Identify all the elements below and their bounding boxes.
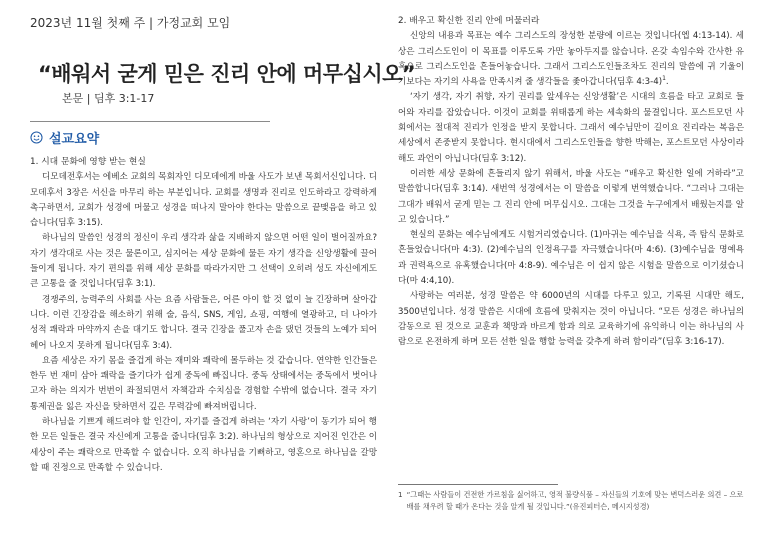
right-paragraph-1: 신앙의 내용과 목표는 예수 그리스도의 장성한 분량에 이르는 것입니다(엡 4:13-14). 세상은 그리스도인이 이 목표를 이루도록 가만 놓아두지를 않습니다. 온갖 속임수와 간사한 유혹으로 그리스도인을 흔들어놓습니다. 그래서 그리스도인들조차도 진리의 말씀에 귀 기울이기보다는 자기의 사욕을 만족시켜 줄 생각들을 좇아갑니다(딤후 4:3-4)$^1$. [398,31,744,88]
sermon-title: “배워서 굳게 믿은 진리 안에 머무십시오” [38,62,416,86]
footnote-number: 1 [398,490,403,499]
left-paragraph-4: 요즘 세상은 자기 몸을 즐겁게 하는 재미와 쾌락에 몰두하는 것 같습니다. 연약한 인간들은 한두 번 재미 삼아 쾌락을 즐기다가 쉽게 중독에 빠집니다. 중독 상태에서는 중독에서 벗어나고자 하는 의지가 번번이 좌절되면서 자책감과 수치심을 경험할 수밖에 없습니다. 결국 자기 통제권을 잃은 자신을 탓하면서 깊은 무력감에 빠져버립니다. [30,355,377,412]
left-column [30,155,377,476]
footnote [398,489,744,512]
right-paragraph-5: 사랑하는 여러분, 성경 말씀은 약 6000년의 시대를 다루고 있고, 기록된 시대만 해도, 3500년입니다. 성경 말씀은 시대에 흐름에 맞춰지는 것이 아닙니다. “모든 성경은 하나님의 감동으로 된 것으로 교훈과 책망과 바르게 함과 의로 교육하기에 유익하니 이는 하나님의 사람으로 온전하게 하며 모든 선한 일을 행할 능력을 갖추게 하려 함이라”(딤후 3:16-17). [398,291,744,348]
point-1-title: 1. 시대 문화에 영향 받는 현실 [30,157,146,167]
section-heading [30,128,99,147]
title-divider [30,121,270,122]
smile-icon [30,131,43,144]
sermon-subtitle: 본문 | 딤후 3:1-17 [62,92,155,105]
right-column [398,14,744,351]
left-paragraph-3: 경쟁주의, 능력주의 사회를 사는 요즘 사람들은, 어른 아이 할 것 없이 늘 긴장하며 살아갑니다. 이런 긴장감을 해소하기 위해 술, 음식, SNS, 게임, 쇼핑, 여행에 열광하고, 더 나아가 성적 쾌락과 마약까지 손을 대기도 합니다. 결국 긴장을 풀고자 손을 댔던 것들의 노예가 되어 헤어 나오지 못하게 됩니다(딤후 3:4). [30,294,377,351]
right-paragraph-2: ‘자기 생각, 자기 취향, 자기 권리를 앞세우는 신앙생활’은 시대의 흐름을 타고 교회로 들어와 자리를 잡았습니다. 이것이 교회를 위태롭게 하는 세속화의 물결입니다. 포스트모던 사회에서는 절대적 진리가 인정을 받지 못합니다. 그래서 예수님만이 길이요 진리라는 복음은 세상에서 존중받지 못합니다. 현시대에서 그리스도인들을 향한 박해는, 포스트모던 사상이라 해도 과언이 아닙니다(딤후 3:12). [398,92,744,164]
page-header: 2023년 11월 첫째 주 | 가정교회 모임 [30,16,231,30]
right-paragraph-3: 이러한 세상 문화에 흔들리지 않기 위해서, 바울 사도는 “배우고 확신한 일에 거하라”고 말씀합니다(딤후 3:14). 새번역 성경에서는 이 말씀을 이렇게 번역했습니다. “그러나 그대는 그대가 배워서 굳게 믿는 그 진리 안에 머무십시오. 그대는 그것을 누구에게서 배웠는지를 알고 있습니다.” [398,168,744,225]
section-label: 설교요약 [49,132,100,147]
footnote-ref: 1 [662,75,666,83]
left-paragraph-1: 디모데전후서는 에베소 교회의 목회자인 디모데에게 바울 사도가 보낸 목회서신입니다. 디모데후서 3장은 서신을 마무리 하는 부분입니다. 교회를 생명과 진리로 인도하라고 강력하게 촉구하면서, 교회가 성경에 머물고 성경을 떠나지 말아야 한다는 말씀으로 끝맺음을 하고 있습니다(딤후 3:15). [30,172,377,229]
right-paragraph-1-text: 신앙의 내용과 목표는 예수 그리스도의 장성한 분량에 이르는 것입니다(엡 4:13-14). 세상은 그리스도인이 이 목표를 이루도록 가만 놓아두지를 않습니다. 온갖 속임수와 간사한 유혹으로 그리스도인을 흔들어놓습니다. 그래서 그리스도인들조차도 진리의 말씀에 귀 기울이기보다는 자기의 사욕을 만족시켜 줄 생각들을 좇아갑니다(딤후 4:3-4) [398,31,744,88]
left-paragraph-5: 하나님을 기쁘게 해드려야 할 인간이, 자기를 즐겁게 하려는 ‘자기 사랑’이 동기가 되어 행한 모든 일들은 결국 자신에게 고통을 줍니다(딤후 3:2). 하나님의 형상으로 지어진 인간은 이 세상이 주는 쾌락으로 만족할 수 없습니다. 오직 하나님을 기뻐하고, 영혼으로 하나님을 갈망할 때 진정으로 만족할 수 있습니다. [30,417,377,473]
point-2-title: 2. 배우고 확신한 진리 안에 머물러라 [398,16,540,26]
left-paragraph-2: 하나님의 말씀인 성경의 정신이 우리 생각과 삶을 지배하지 않으면 어떤 일이 벌어질까요? 자기 생각대로 사는 것은 물론이고, 심지어는 세상 문화에 물든 자기 생각을 신앙생활에 끌어들이게 됩니다. 자기 편의를 위해 세상 문화를 따라가지만 그 선택이 오히려 성도 자신에게도 큰 고통을 줄 것입니다(딤후 3:1). [30,233,377,290]
footnote-divider [398,484,558,485]
footnote-text: “그때는 사람들이 건전한 가르침을 싫어하고, 영적 불량식품 – 자신들의 기호에 맞는 변덕스러운 의견 – 으로 배를 채우려 할 때가 온다는 것을 알게 될 것입니다.”(유진피터슨, 메시지성경) [406,490,744,511]
right-paragraph-4: 현실의 문화는 예수님에게도 시험거리였습니다. (1)마귀는 예수님을 식욕, 즉 탐식 문화로 흔들었습니다(마 4:3). (2)예수님의 인정욕구를 자극했습니다(마 4:6). (3)예수님을 명예욕과 권력욕으로 유혹했습니다(마 4:8-9). 예수님은 이 쉽지 않은 시험을 말씀으로 이기셨습니다(마 4:4,10). [398,230,744,287]
